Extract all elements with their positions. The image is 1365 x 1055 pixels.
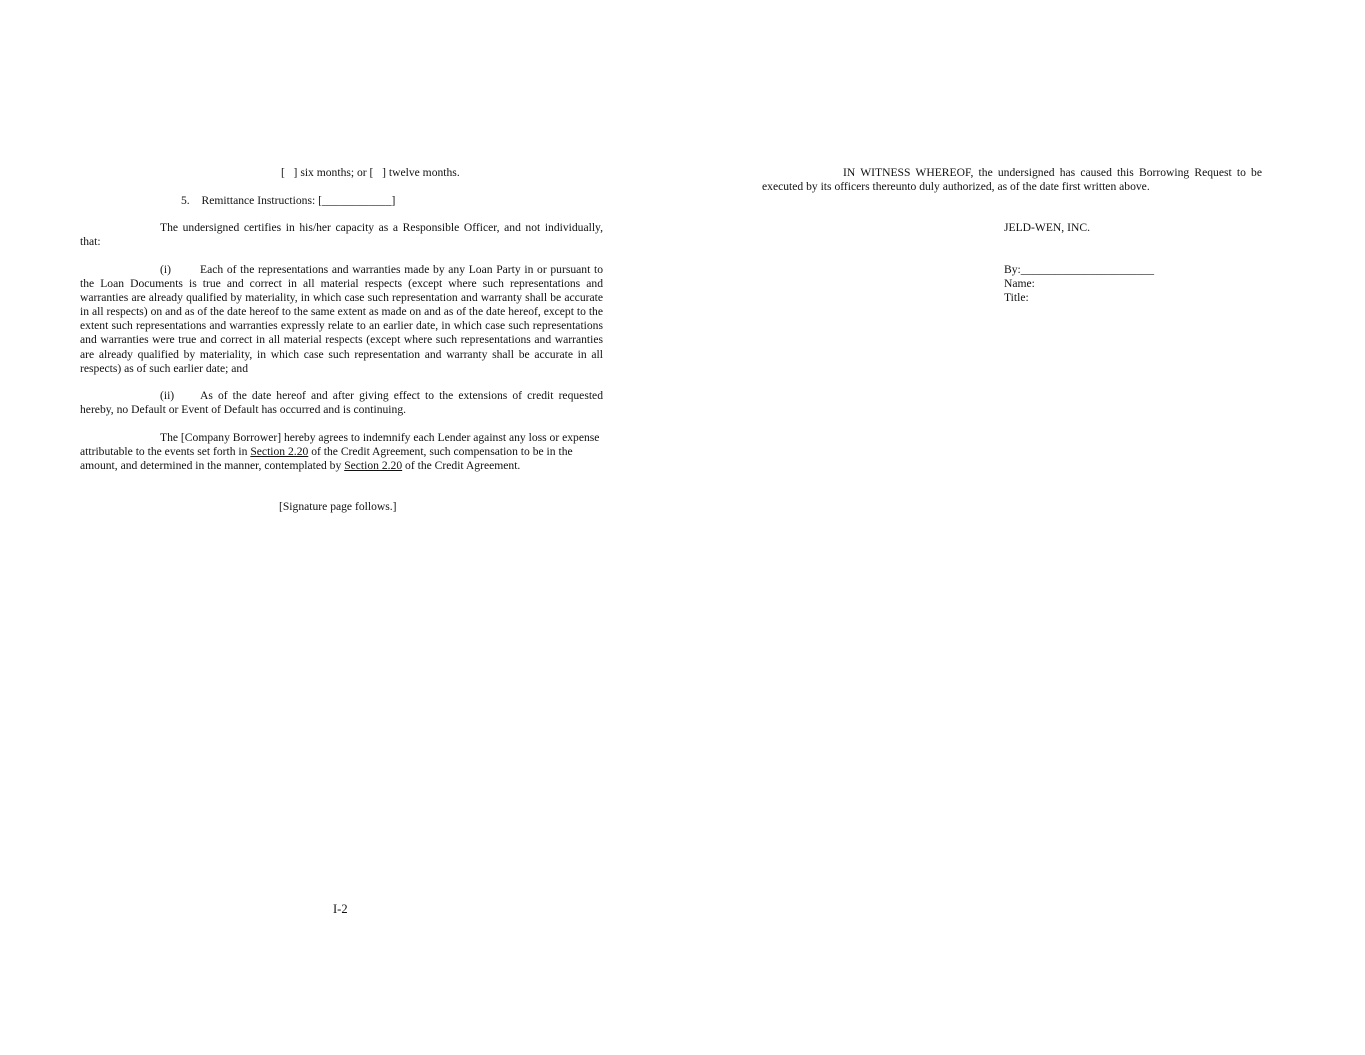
clause-ii-text: As of the date hereof and after giving effect to the extensions of credit requested hereby, no Default or Event of Default has occurred and is continuing. [80, 389, 603, 417]
page-number: I-2 [333, 902, 348, 916]
certification-intro: The undersigned certifies in his/her capacity as a Responsible Officer, and not individually, that: [80, 221, 603, 249]
title-label: Title: [1004, 291, 1029, 305]
indemnity-text-2: of the Credit Agreement, such compensation to be in the amount, and determined in the manner, contemplated by [80, 445, 573, 473]
clause-i-marker: (i) [160, 263, 171, 276]
by-label: By: [1004, 263, 1021, 276]
signature-by-line [1004, 263, 1154, 277]
signature-block [1004, 263, 1154, 305]
section-reference-link: Section 2.20 [344, 459, 403, 473]
signature-page-note: [Signature page follows.] [279, 500, 397, 513]
by-signature-blank: _______________________ [1020, 263, 1155, 276]
clause-ii [80, 389, 603, 417]
remittance-label: Remittance Instructions: [201, 194, 316, 207]
remittance-blank: [____________] [318, 194, 396, 207]
name-label: Name: [1004, 277, 1035, 291]
section-reference-link: Section 2.20 [250, 445, 309, 459]
indemnity-text-1: The [Company Borrower] hereby agrees to indemnify each Lender against any loss or expense attributable to the events set forth in [80, 431, 600, 459]
clause-ii-marker: (ii) [160, 389, 175, 402]
indemnity-text-3: of the Credit Agreement. [402, 459, 521, 473]
item-number: 5. [181, 194, 190, 207]
period-selection-line: [ ] six months; or [ ] twelve months. [281, 166, 460, 179]
company-name: JELD-WEN, INC. [1004, 221, 1090, 234]
witness-paragraph: IN WITNESS WHEREOF, the undersigned has caused this Borrowing Request to be executed by its officers thereunto duly authorized, as of the date first written above. [762, 166, 1262, 194]
clause-i-text: Each of the representations and warranties made by any Loan Party in or pursuant to the Loan Documents is true and correct in all material respects (except where such representations and warranties are already qualified by materiality, in which case such representation and warranty shall be accurate in all respects) on and as of the date hereof to the same extent as made on and as of the date hereof, except to the extent such representations and warranties expressly relate to an earlier date, in which case such representations and warranties were true and correct in all material respects (except where such representations and warranties are already qualified by materiality, in which case such representation and warranty shall be accurate in all respects) as of such earlier date; and [80, 263, 603, 375]
clause-i [80, 263, 603, 376]
remittance-instructions-item [181, 194, 395, 208]
indemnity-paragraph [80, 431, 603, 473]
